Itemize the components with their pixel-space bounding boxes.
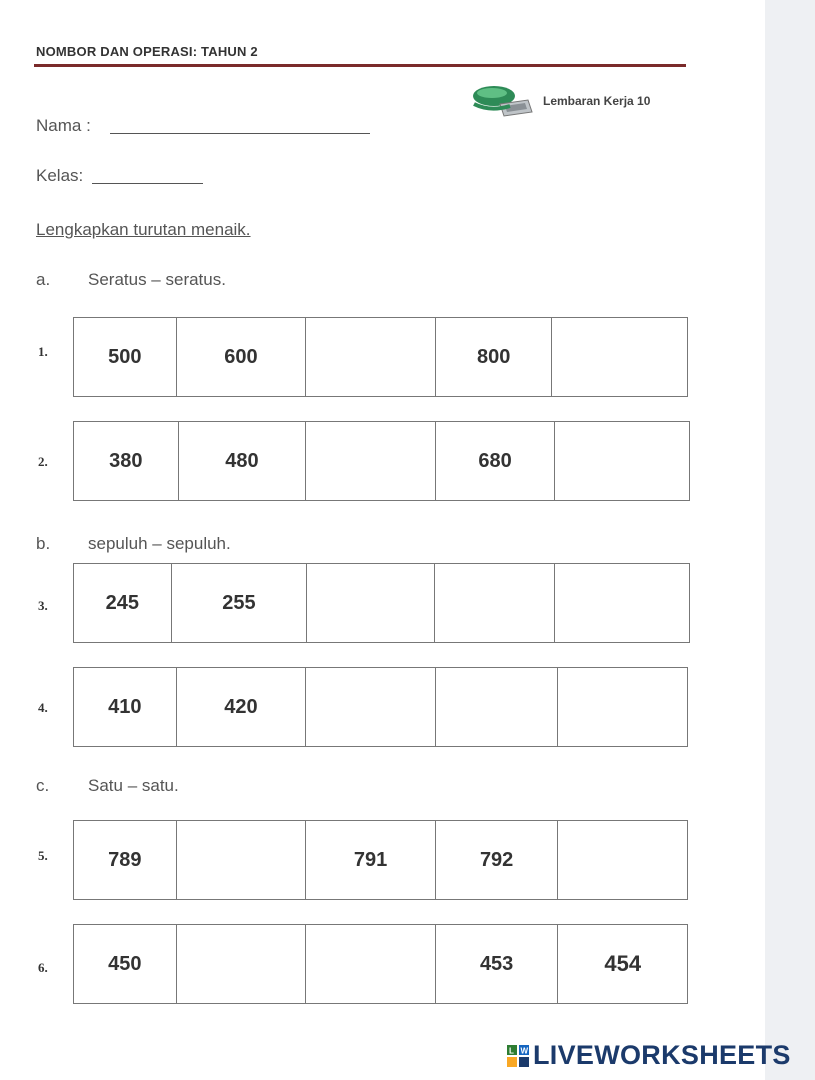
svg-text:L: L [509,1046,514,1055]
section-c-label [36,776,179,796]
answer-cell[interactable] [558,668,687,746]
sequence-cell: 800 [436,318,553,396]
svg-text:W: W [520,1046,529,1055]
brand-name: LIVEWORKSHEETS [533,1040,791,1070]
sequence-cell: 450 [74,925,177,1003]
sequence-row-4 [73,667,688,747]
sequence-cell: 480 [179,422,307,500]
sequence-row-6 [73,924,688,1004]
sequence-cell: 453 [436,925,559,1003]
answer-cell[interactable] [177,821,307,899]
answer-cell[interactable] [436,668,559,746]
row-number: 5. [38,848,48,863]
section-title: sepuluh – sepuluh. [88,534,231,553]
sequence-cell: 792 [436,821,559,899]
sequence-cell: 500 [74,318,177,396]
worksheet-label: Lembaran Kerja 10 [543,94,651,108]
sequence-cell: 680 [436,422,556,500]
sequence-cell: 245 [74,564,172,642]
section-letter: a. [36,270,51,289]
answer-cell[interactable] [307,564,435,642]
sequence-cell: 255 [172,564,308,642]
brand-logo[interactable] [507,1040,791,1071]
answer-cell[interactable] [435,564,556,642]
side-panel [765,0,815,1080]
row-number: 2. [38,454,48,469]
answer-cell[interactable] [306,422,436,500]
sequence-cell: 454 [604,951,642,976]
sequence-cell: 789 [74,821,177,899]
answer-cell[interactable] [306,318,436,396]
class-field-label: Kelas: [36,166,84,185]
answer-cell[interactable] [306,668,436,746]
row-number: 4. [38,700,48,715]
section-b-label [36,534,231,554]
sequence-row-5 [73,820,688,900]
section-letter: c. [36,776,50,795]
sequence-row-3 [73,563,690,643]
sequence-cell: 791 [306,821,436,899]
answer-cell[interactable] [558,821,687,899]
sequence-row-1 [73,317,688,397]
laptop-icon [470,78,534,120]
answer-cell[interactable] [552,318,687,396]
sequence-cell: 600 [177,318,307,396]
name-answer-line[interactable] [110,133,370,134]
row-number: 1. [38,344,48,359]
title-rule [34,64,686,67]
section-title: Seratus – seratus. [88,270,226,289]
sequence-cell: 410 [74,668,177,746]
sequence-cell: 420 [177,668,307,746]
sequence-cell: 380 [74,422,179,500]
row-number: 6. [38,960,48,975]
instruction-text: Lengkapkan turutan menaik. [36,220,251,239]
answer-cell[interactable] [306,925,436,1003]
class-answer-line[interactable] [92,183,203,184]
sheet-title: NOMBOR DAN OPERASI: TAHUN 2 [36,44,258,59]
liveworksheets-logo-icon [507,1045,529,1067]
name-field-label: Nama : [36,116,91,135]
section-title: Satu – satu. [88,776,179,795]
answer-cell[interactable] [555,564,689,642]
section-a-label [36,270,226,290]
sequence-row-2 [73,421,690,501]
row-number: 3. [38,598,48,613]
section-letter: b. [36,534,51,553]
answer-cell[interactable] [177,925,307,1003]
answer-cell[interactable] [555,422,689,500]
